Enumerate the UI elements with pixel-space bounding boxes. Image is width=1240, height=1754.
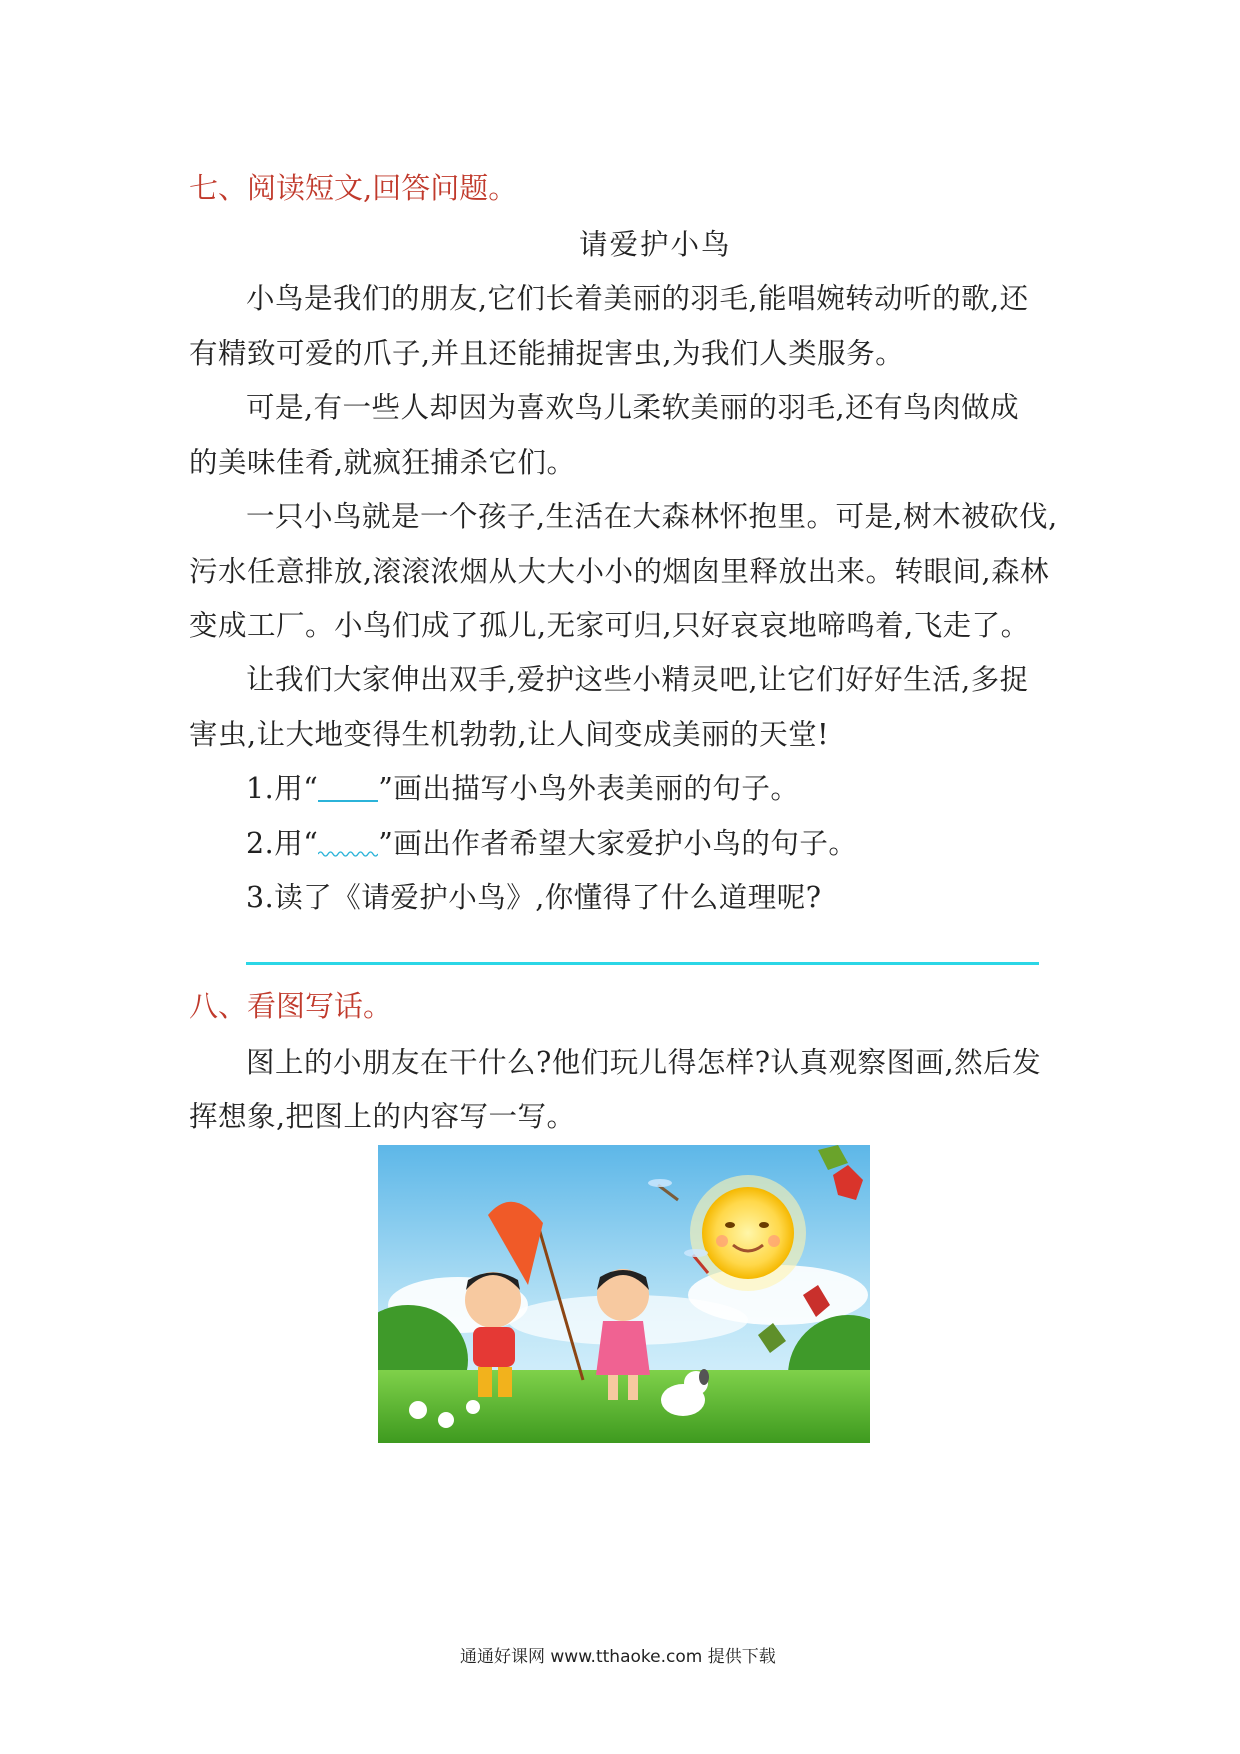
question-1	[246, 766, 799, 807]
footer-text: 通通好课网 www.tthaoke.com 提供下载	[460, 1647, 776, 1667]
question-3: 3.读了《请爱护小鸟》,你懂得了什么道理呢?	[246, 881, 822, 914]
question-2-suffix: ”画出作者希望大家爱护小鸟的句子。	[378, 827, 858, 860]
passage-line-5: 一只小鸟就是一个孩子,生活在大森林怀抱里。可是,树木被砍伐,	[246, 500, 1058, 533]
section8-line-1: 图上的小朋友在干什么?他们玩儿得怎样?认真观察图画,然后发	[246, 1046, 1042, 1079]
passage-line-4: 的美味佳肴,就疯狂捕杀它们。	[189, 446, 576, 479]
passage-line-9: 害虫,让大地变得生机勃勃,让人间变成美丽的天堂!	[189, 718, 830, 751]
solid-underline-sample	[318, 800, 378, 802]
passage-line-7: 变成工厂。小鸟们成了孤儿,无家可归,只好哀哀地啼鸣着,飞走了。	[189, 609, 1030, 642]
passage-line-2: 有精致可爱的爪子,并且还能捕捉害虫,为我们人类服务。	[189, 337, 905, 370]
passage-line-3: 可是,有一些人却因为喜欢鸟儿柔软美丽的羽毛,还有鸟肉做成	[246, 391, 1020, 424]
section8-heading: 八、看图写话。	[189, 989, 393, 1023]
passage-line-8: 让我们大家伸出双手,爱护这些小精灵吧,让它们好好生活,多捉	[246, 663, 1029, 696]
illustration-children-catching-dragonflies	[378, 1145, 870, 1443]
passage-line-1: 小鸟是我们的朋友,它们长着美丽的羽毛,能唱婉转动听的歌,还	[246, 282, 1029, 315]
wavy-underline-sample	[318, 833, 378, 843]
section8-line-2: 挥想象,把图上的内容写一写。	[189, 1100, 576, 1133]
question-2-prefix: 2.用“	[246, 827, 319, 860]
passage-line-6: 污水任意排放,滚滚浓烟从大大小小的烟囱里释放出来。转眼间,森林	[189, 555, 1050, 588]
question-1-suffix: ”画出描写小鸟外表美丽的句子。	[378, 772, 800, 805]
question-2	[246, 821, 857, 862]
section7-heading: 七、阅读短文,回答问题。	[189, 171, 518, 205]
passage-title: 请爱护小鸟	[579, 228, 732, 261]
answer-line[interactable]	[246, 962, 1039, 965]
question-1-prefix: 1.用“	[246, 772, 319, 805]
